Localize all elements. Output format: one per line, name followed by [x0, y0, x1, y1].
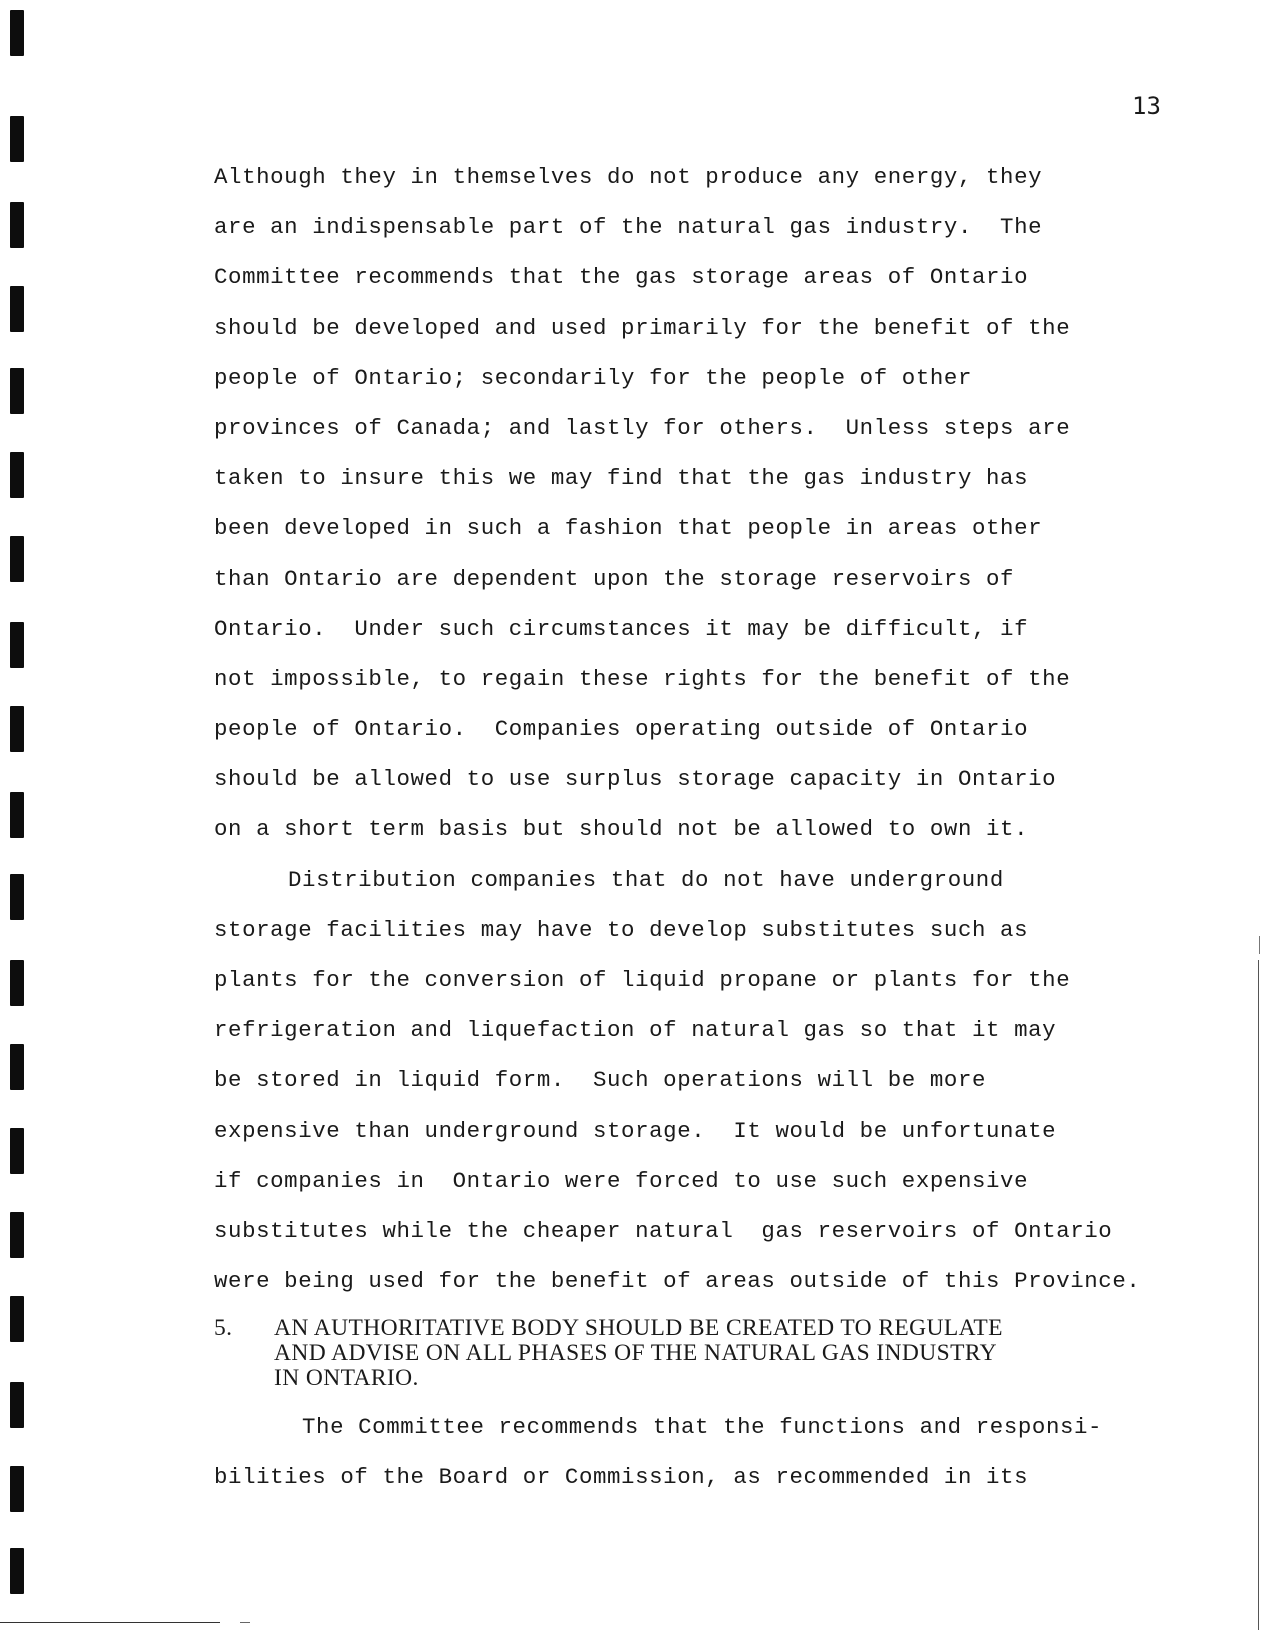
binder-hole — [10, 960, 24, 1006]
text-line: than Ontario are dependent upon the storage reservoirs of — [214, 565, 1015, 592]
text-line: been developed in such a fashion that people in areas other — [214, 515, 1043, 542]
text-line: storage facilities may have to develop substitutes such as — [214, 916, 1029, 943]
text-line: if companies in Ontario were forced to use such expensive — [214, 1167, 1029, 1194]
page-number: 13 — [1132, 92, 1161, 120]
page-edge-line — [1258, 960, 1259, 1630]
binder-hole — [10, 1128, 24, 1174]
binder-hole — [10, 1466, 24, 1512]
binder-holes — [0, 0, 40, 1630]
text-line: are an indispensable part of the natural gas industry. The — [214, 214, 1043, 241]
text-line: Committee recommends that the gas storage areas of Ontario — [214, 264, 1029, 291]
text-line: be stored in liquid form. Such operations will be more — [214, 1067, 987, 1094]
binder-hole — [10, 706, 24, 752]
text-line: provinces of Canada; and lastly for others. Unless steps are — [214, 414, 1071, 441]
page-bottom-edge — [0, 1622, 220, 1623]
heading-text — [274, 1316, 1174, 1391]
binder-hole — [10, 452, 24, 498]
binder-hole — [10, 202, 24, 248]
binder-hole — [10, 1212, 24, 1258]
binder-hole — [10, 1548, 24, 1594]
page-bottom-mark — [240, 1622, 250, 1623]
binder-hole — [10, 1044, 24, 1090]
page-edge-mark — [1259, 936, 1260, 954]
text-line: expensive than underground storage. It would be unfortunate — [214, 1117, 1057, 1144]
binder-hole — [10, 622, 24, 668]
binder-hole — [10, 1296, 24, 1342]
binder-hole — [10, 10, 24, 56]
heading-line: AN AUTHORITATIVE BODY SHOULD BE CREATED TO REGULATE — [274, 1315, 1003, 1341]
text-line: Distribution companies that do not have underground — [288, 866, 1004, 893]
text-line: people of Ontario; secondarily for the people of other — [214, 364, 972, 391]
paragraph-2 — [214, 855, 1214, 1307]
text-line: should be developed and used primarily for the benefit of the — [214, 314, 1071, 341]
text-line: bilities of the Board or Commission, as recommended in its — [214, 1464, 1029, 1491]
heading-number: 5. — [214, 1315, 233, 1341]
binder-hole — [10, 286, 24, 332]
heading-line: AND ADVISE ON ALL PHASES OF THE NATURAL GAS INDUSTRY — [274, 1340, 998, 1366]
text-line: substitutes while the cheaper natural gas reservoirs of Ontario — [214, 1217, 1113, 1244]
text-line: on a short term basis but should not be allowed to own it. — [214, 816, 1029, 843]
text-line: not impossible, to regain these rights for the benefit of the — [214, 665, 1071, 692]
text-line: taken to insure this we may find that the gas industry has — [214, 465, 1029, 492]
text-line: refrigeration and liquefaction of natural gas so that it may — [214, 1017, 1057, 1044]
paragraph-3 — [214, 1402, 1214, 1502]
binder-hole — [10, 874, 24, 920]
binder-hole — [10, 368, 24, 414]
text-line: The Committee recommends that the functions and responsi- — [302, 1414, 1103, 1440]
heading-line: IN ONTARIO. — [274, 1365, 419, 1391]
text-line: were being used for the benefit of areas outside of this Province. — [214, 1268, 1141, 1295]
main-text — [214, 152, 1214, 1306]
text-line: Although they in themselves do not produce any energy, they — [214, 164, 1043, 190]
text-line: Ontario. Under such circumstances it may be difficult, if — [214, 615, 1029, 642]
text-line: people of Ontario. Companies operating outside of Ontario — [214, 716, 1029, 743]
text-line: plants for the conversion of liquid propane or plants for the — [214, 967, 1071, 993]
paragraph-1 — [214, 152, 1214, 855]
binder-hole — [10, 792, 24, 838]
text-line: should be allowed to use surplus storage capacity in Ontario — [214, 766, 1057, 793]
binder-hole — [10, 116, 24, 162]
binder-hole — [10, 1382, 24, 1428]
binder-hole — [10, 536, 24, 582]
